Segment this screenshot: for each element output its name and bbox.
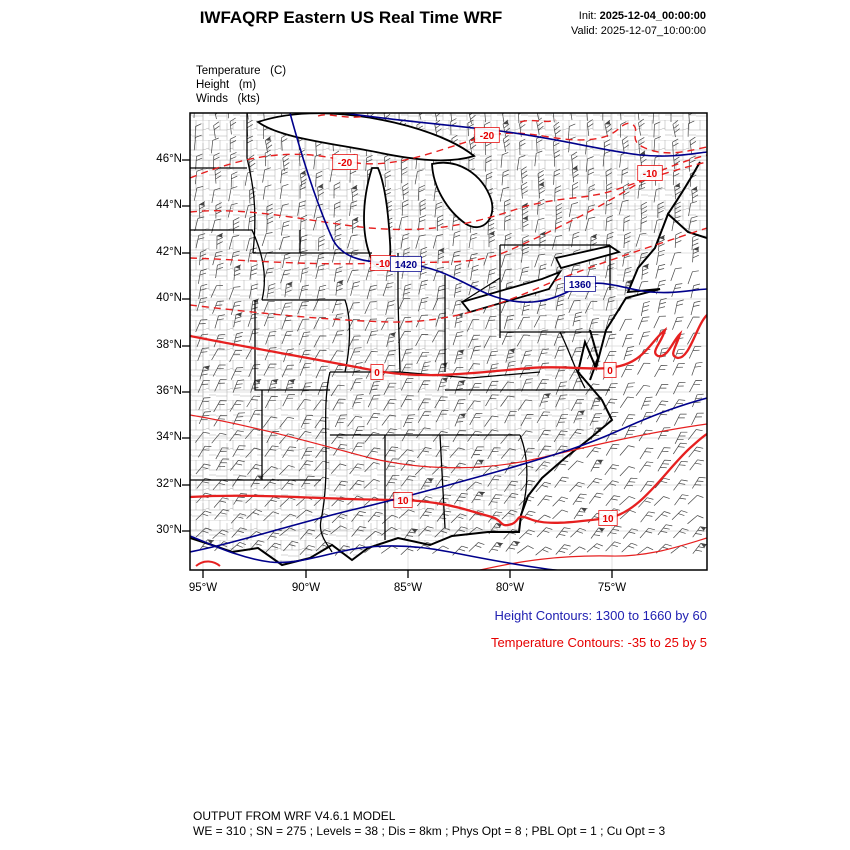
lon-axis-label: 85°W: [393, 582, 423, 594]
contour-label: 1360: [568, 279, 592, 291]
lat-axis-label: 44°N: [156, 199, 182, 211]
init-value: 2025-12-04_00:00:00: [599, 10, 706, 22]
model-config-line2: WE = 310 ; SN = 275 ; Levels = 38 ; Dis = 8km ; Phys Opt = 8 ; PBL Opt = 1 ; Cu Opt = 3: [193, 824, 666, 838]
legend-temperature: Temperature (C): [196, 65, 287, 77]
contour-label: 10: [602, 513, 614, 525]
lat-axis-label: 42°N: [156, 246, 182, 258]
lat-axis-label: 32°N: [156, 478, 182, 490]
lon-axis-label: 95°W: [188, 582, 218, 594]
lon-axis-label: 80°W: [495, 582, 525, 594]
page-title: IWFAQRP Eastern US Real Time WRF: [199, 8, 503, 27]
contour-label: -10: [375, 258, 391, 270]
model-config-line1: OUTPUT FROM WRF V4.6.1 MODEL: [193, 809, 396, 823]
lat-axis-label: 46°N: [156, 153, 182, 165]
contour-label: 0: [374, 367, 380, 379]
lat-axis-label: 36°N: [156, 385, 182, 397]
model-config-note: [193, 809, 665, 839]
contour-label: -10: [642, 168, 658, 180]
lon-axis-label: 75°W: [597, 582, 627, 594]
height-contour-note: Height Contours: 1300 to 1660 by 60: [494, 608, 707, 623]
init-label: Init:: [578, 10, 597, 22]
contour-label: 10: [397, 495, 409, 507]
legend-height: Height (m): [196, 79, 257, 91]
contour-label: -20: [479, 130, 495, 142]
legend-winds: Winds (kts): [196, 93, 260, 105]
valid-value: 2025-12-07_10:00:00: [600, 25, 706, 37]
lat-axis-label: 30°N: [156, 524, 182, 536]
lat-axis-label: 38°N: [156, 339, 182, 351]
lat-axis-label: 40°N: [156, 292, 182, 304]
valid-label: Valid:: [571, 25, 598, 37]
temperature-contour-note: Temperature Contours: -35 to 25 by 5: [490, 635, 707, 650]
lon-axis-label: 90°W: [291, 582, 321, 594]
lat-axis-label: 34°N: [156, 431, 182, 443]
contour-label: 1420: [394, 259, 418, 271]
contour-label: -20: [337, 157, 353, 169]
contour-label: 0: [607, 365, 613, 377]
